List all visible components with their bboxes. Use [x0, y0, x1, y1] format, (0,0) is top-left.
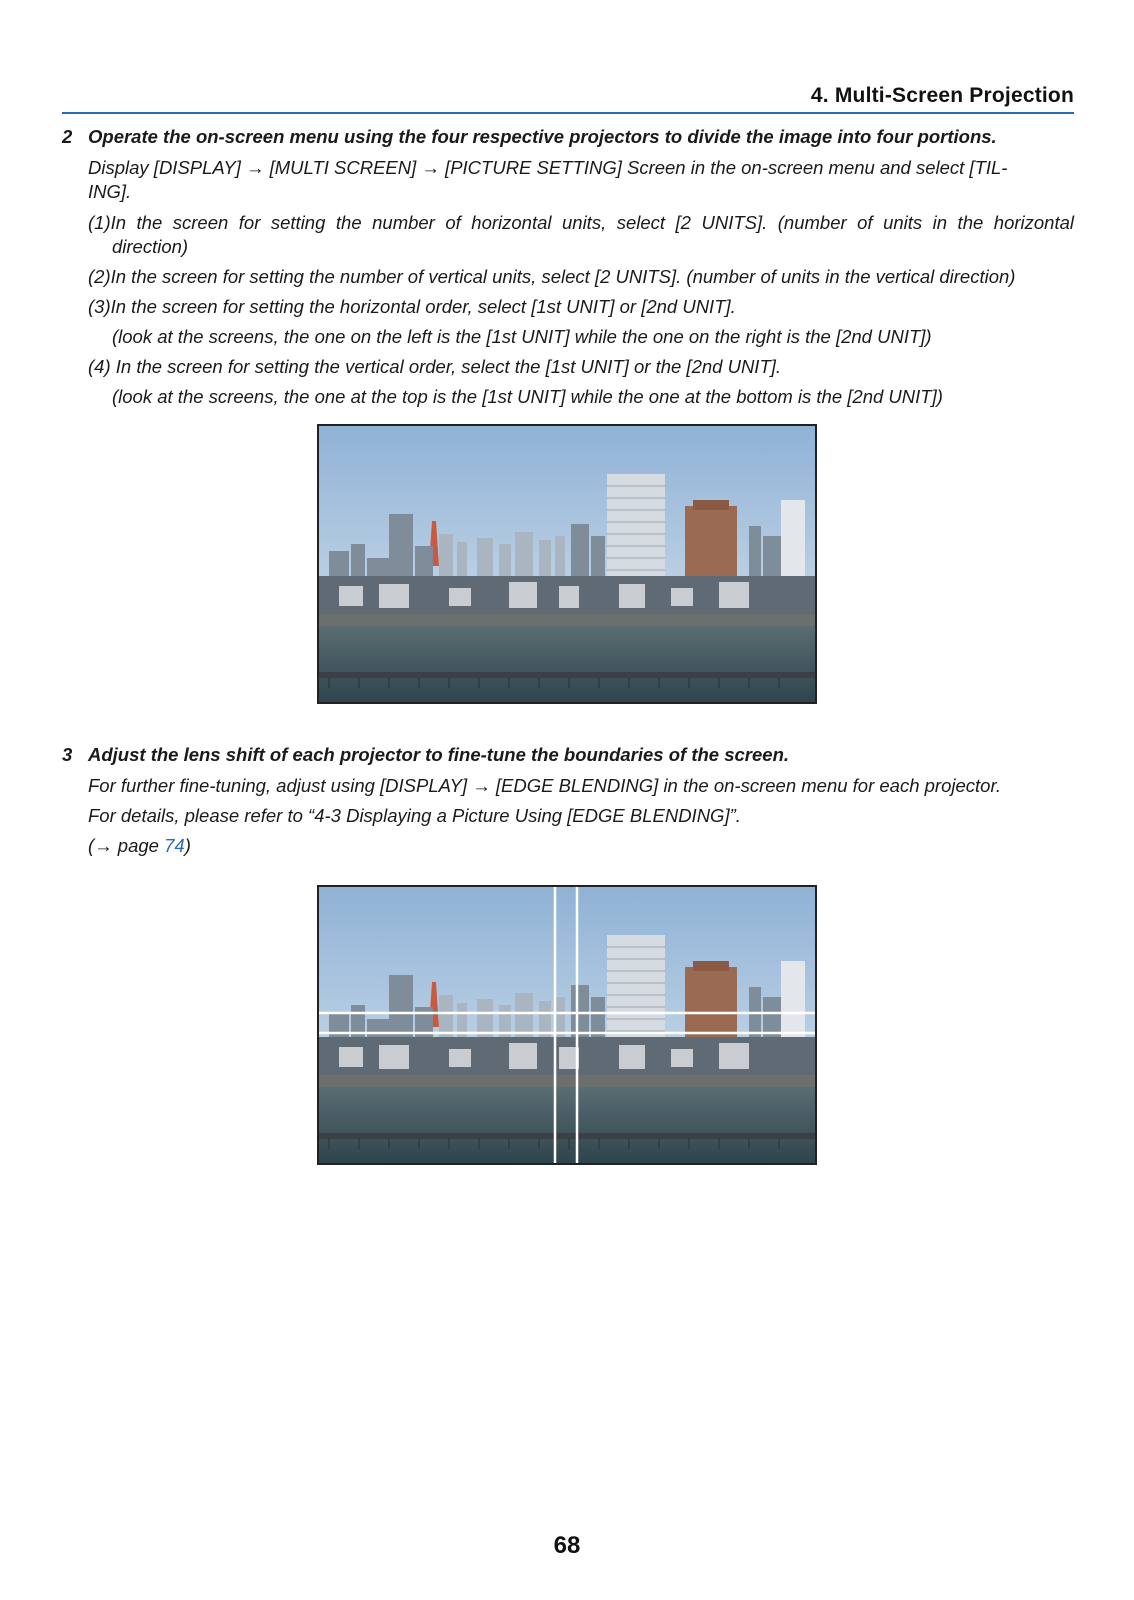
list-item-3-note: (look at the screens, the one on the left is the [1st UNIT] while the one on the right is the [2nd UNIT]) [112, 326, 932, 347]
city-skyline-photo-with-grid [317, 885, 817, 1165]
step-intro-line2: ING]. [88, 181, 132, 202]
step-heading: Adjust the lens shift of each projector to fine-tune the boundaries of the screen. [88, 744, 790, 765]
section-title: 4. Multi-Screen Projection [810, 84, 1074, 107]
skyline-illustration [319, 426, 815, 702]
list-item-4-note: (look at the screens, the one at the top is the [1st UNIT] while the one at the bottom is the [2nd UNIT]) [112, 386, 943, 407]
skyline-illustration [319, 887, 815, 1163]
page-reference-prefix: (→ page [88, 835, 165, 856]
list-item-3: (3)In the screen for setting the horizontal order, select [1st UNIT] or [2nd UNIT]. [88, 296, 736, 317]
city-skyline-photo [317, 424, 817, 704]
list-item-2: (2)In the screen for setting the number of vertical units, select [2 UNITS]. (number of units in the vertical direction) [88, 266, 1016, 287]
list-item-1: (1)In the screen for setting the number of horizontal units, select [2 UNITS]. (number of units in the horizontal [88, 212, 1074, 233]
page-header [62, 84, 1074, 114]
page-number: 68 [553, 1532, 581, 1559]
page-reference-suffix: ) [184, 835, 191, 856]
page-link[interactable]: 74 [164, 835, 185, 856]
step-heading: Operate the on-screen menu using the four respective projectors to divide the image into four portions. [88, 126, 997, 147]
list-item-4: (4) In the screen for setting the vertical order, select the [1st UNIT] or the [2nd UNIT]. [88, 356, 782, 377]
page-reference [88, 834, 191, 858]
step-number: 3 [62, 744, 73, 765]
step3-line2: For details, please refer to “4-3 Displaying a Picture Using [EDGE BLENDING]”. [88, 805, 741, 826]
step3-line1: For further fine-tuning, adjust using [DISPLAY] → [EDGE BLENDING] in the on-screen menu for each projector. [88, 775, 1002, 796]
step-number: 2 [62, 126, 73, 147]
list-item-1-cont: direction) [112, 236, 189, 257]
step-intro-line1: Display [DISPLAY] → [MULTI SCREEN] → [PICTURE SETTING] Screen in the on-screen menu and select [TIL- [88, 157, 1008, 178]
